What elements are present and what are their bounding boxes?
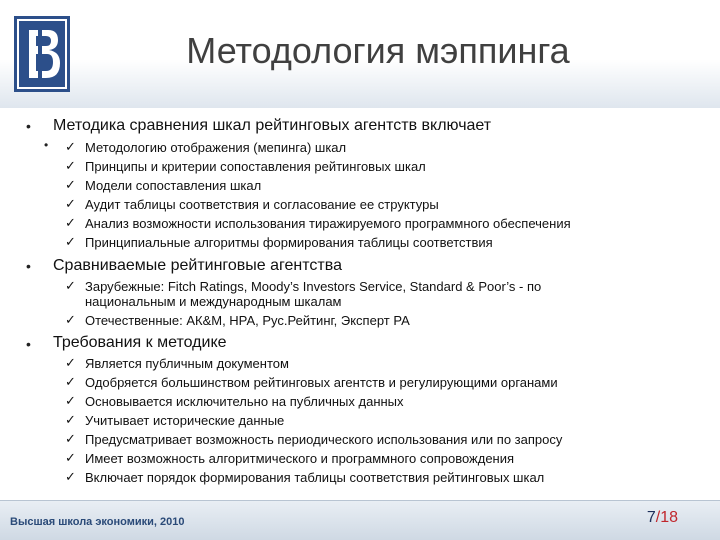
list-item: Принципы и критерии сопоставления рейтинговых шкал xyxy=(85,159,426,174)
page-title: Методология мэппинга xyxy=(186,30,570,71)
bullet-icon: • xyxy=(26,336,31,352)
section-heading: Методика сравнения шкал рейтинговых агентств включает xyxy=(53,117,492,134)
page-total: 18 xyxy=(660,509,678,526)
list-item: национальным и международным шкалам xyxy=(85,294,342,309)
list-item: Аудит таблицы соответствия и согласование ее структуры xyxy=(85,197,439,212)
list-item: Модели сопоставления шкал xyxy=(85,178,262,193)
checkmark-icon: ✓ xyxy=(65,158,76,173)
bullet-icon: • xyxy=(26,118,31,134)
list-item: Методологию отображения (мепинга) шкал xyxy=(85,140,347,155)
checkmark-icon: ✓ xyxy=(65,312,76,327)
page-current: 7 xyxy=(646,509,656,526)
checkmark-icon: ✓ xyxy=(65,177,76,192)
list-item: Анализ возможности использования тиражируемого программного обеспечения xyxy=(85,216,571,231)
checkmark-icon: ✓ xyxy=(65,469,76,484)
checkmark-icon: ✓ xyxy=(65,215,76,230)
page-separator: / xyxy=(655,509,661,526)
bullet-icon: • xyxy=(44,138,49,152)
list-item: Имеет возможность алгоритмического и программного сопровождения xyxy=(85,451,515,466)
checkmark-icon: ✓ xyxy=(65,196,76,211)
checkmark-icon: ✓ xyxy=(65,234,76,249)
checkmark-icon: ✓ xyxy=(65,431,76,446)
list-item: Одобряется большинством рейтинговых агентств и регулирующими органами xyxy=(85,375,558,390)
bullet-icon: • xyxy=(26,258,31,274)
checkmark-icon: ✓ xyxy=(65,450,76,465)
list-item: Предусматривает возможность периодического использования или по запросу xyxy=(85,432,563,447)
list-item: Отечественные: АК&М, НРА, Рус.Рейтинг, Эксперт РА xyxy=(85,313,410,328)
checkmark-icon: ✓ xyxy=(65,412,76,427)
checkmark-icon: ✓ xyxy=(65,393,76,408)
list-item: Включает порядок формирования таблицы соответствия рейтинговых шкал xyxy=(85,470,545,485)
checkmark-icon: ✓ xyxy=(65,374,76,389)
checkmark-icon: ✓ xyxy=(65,278,76,293)
list-item: Учитывает исторические данные xyxy=(85,413,285,428)
section-heading: Требования к методике xyxy=(53,334,227,351)
slide-header xyxy=(0,0,720,108)
checkmark-icon: ✓ xyxy=(65,139,76,154)
slide-footer xyxy=(0,500,720,540)
list-item: Является публичным документом xyxy=(85,356,289,371)
section-heading: Сравниваемые рейтинговые агентства xyxy=(53,257,342,274)
list-item: Зарубежные: Fitch Ratings, Moody’s Investors Service, Standard & Poor’s - по xyxy=(85,279,542,294)
footer-text: Высшая школа экономики, 2010 xyxy=(10,516,185,528)
list-item: Принципиальные алгоритмы формирования таблицы соответствия xyxy=(85,235,493,250)
page-number xyxy=(647,509,678,527)
checkmark-icon: ✓ xyxy=(65,355,76,370)
list-item: Основывается исключительно на публичных данных xyxy=(85,394,404,409)
